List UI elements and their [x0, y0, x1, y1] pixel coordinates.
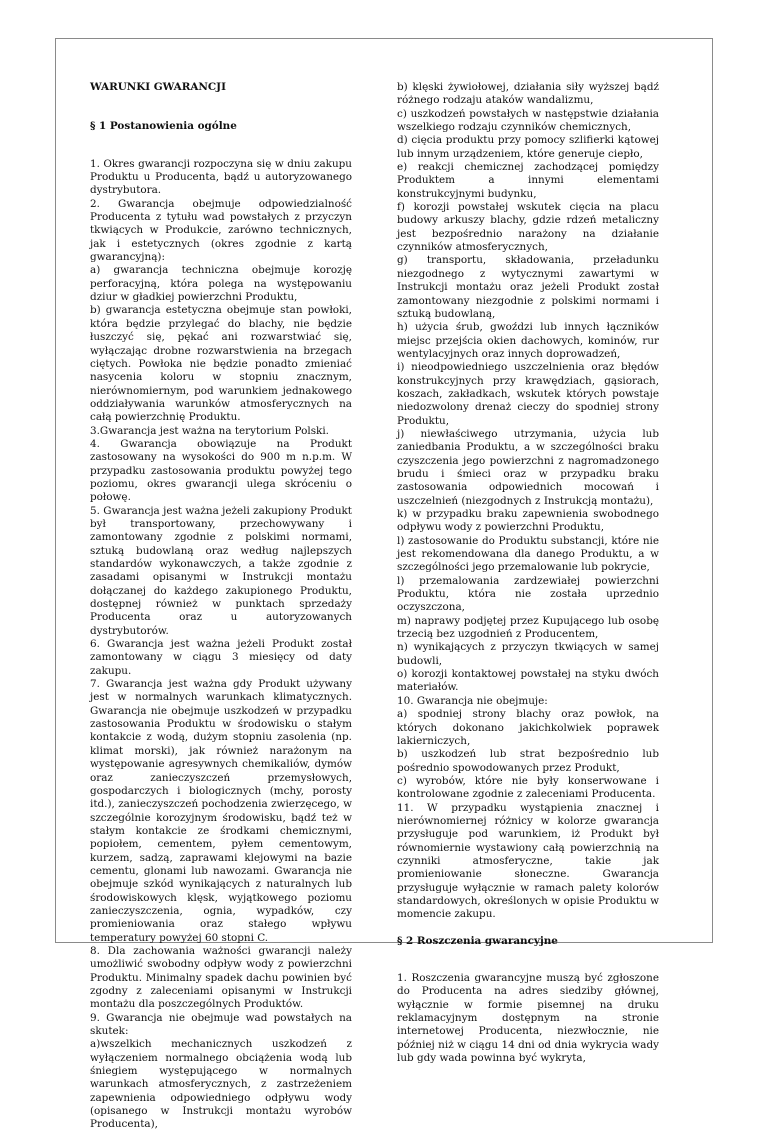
- left-column: [90, 81, 352, 1132]
- paragraph: l) zastosowanie do Produktu substancji, które nie jest rekomendowana dla danego Produktu, a w szczególności jego przemalowanie lub pokrycie,: [397, 534, 659, 574]
- section-heading: § 1 Postanowienia ogólne: [90, 120, 237, 133]
- paragraph: 6. Gwarancja jest ważna jeżeli Produkt został zamontowany w ciągu 3 miesięcy od daty zakupu.: [90, 638, 352, 677]
- paragraph: a)wszelkich mechanicznych uszkodzeń z wyłączeniem normalnego obciążenia wodą lub śniegiem występującego w normalnych warunkach atmosferycznych, z zastrzeżeniem zapewnienia odpowiedniego odpływu wody (opisanego w Instrukcji montażu wyrobów Producenta),: [90, 1038, 352, 1131]
- paragraph: f) korozji powstałej wskutek cięcia na placu budowy arkuszy blachy, gdzie rdzeń metaliczny jest bezpośrednio narażony na działanie czynników atmosferycznych,: [397, 201, 659, 254]
- paragraph: h) użycia śrub, gwoździ lub innych łączników miejsc przejścia okien dachowych, kominów, rur wentylacyjnych oraz innych doprowadzeń,: [397, 321, 659, 360]
- paragraph: l) przemalowania zardzewiałej powierzchni Produktu, która nie została uprzednio oczyszczona,: [397, 574, 659, 614]
- paragraph: 11. W przypadku wystąpienia znacznej i nierównomiernej różnicy w kolorze gwarancja przysługuje pod warunkiem, iż Produkt był równomiernie wystawiony całą powierzchnią na czynniki atmosferyczne, takie jak promieniowanie słoneczne. Gwarancja przysługuje wyłącznie w ramach palety kolorów standardowych, określonych w opisie Produktu w momencie zakupu.: [397, 801, 659, 921]
- paragraph: 10. Gwarancja nie obejmuje:: [397, 694, 548, 707]
- paragraph: j) niewłaściwego utrzymania, użycia lub zaniedbania Produktu, a w szczególności braku czyszczenia jego powierzchni z nagromadzonego brudu i śmieci oraz w przypadku braku zastosowania odpowiednich mocowań i uszczelnień (niezgodnych z Instrukcją montażu),: [397, 427, 659, 507]
- paragraph: 9. Gwarancja nie obejmuje wad powstałych na skutek:: [90, 1011, 352, 1038]
- paragraph: e) reakcji chemicznej zachodzącej pomiędzy Produktem a innymi elementami konstrukcyjnymi budynku,: [397, 161, 659, 200]
- paragraph: 1. Okres gwarancji rozpoczyna się w dniu zakupu Produktu u Producenta, bądź u autoryzowanego dystrybutora.: [90, 157, 352, 197]
- spacer: [397, 922, 659, 935]
- paragraph: a) spodniej strony blachy oraz powłok, na których dokonano jakichkolwiek poprawek lakierniczych,: [397, 708, 659, 747]
- paragraph: b) gwarancja estetyczna obejmuje stan powłoki, która będzie przylegać do blachy, nie będzie łuszczyć się, pękać ani rozwarstwiać się, wyłączając drobne rozwarstwienia na brzegach ciętych. Powłoka nie będzie ponadto zmieniać nasycenia koloru w stopniu znacznym, nierównomiernym, pod warunkiem jednakowego oddziaływania warunków atmosferycznych na całą powierzchnię Produktu.: [90, 304, 352, 424]
- document-page: [55, 38, 713, 1131]
- paragraph: g) transportu, składowania, przeładunku niezgodnego z wytycznymi zawartymi w Instrukcji montażu oraz jeżeli Produkt został zamontowany niezgodnie z polskimi normami i sztuką budowlaną,: [397, 254, 659, 320]
- paragraph: i) nieodpowiedniego uszczelnienia oraz błędów konstrukcyjnych przy krawędziach, gąsiorach, koszach, zakładkach, wskutek których powstaje niedozwolony drenaż cieczy do spodniej strony Produktu,: [397, 361, 659, 427]
- paragraph: 1. Roszczenia gwarancyjne muszą być zgłoszone do Producenta na adres siedziby głównej, wyłącznie w formie pisemnej na druku reklamacyjnym dostępnym na stronie internetowej Producenta, niezwłocznie, nie później niż w ciągu 14 dni od dnia wykrycia wady lub gdy wada powinna być wykryta,: [397, 972, 659, 1065]
- right-column: [397, 81, 659, 1065]
- paragraph: 3.Gwarancja jest ważna na terytorium Polski.: [90, 424, 329, 437]
- paragraph: 7. Gwarancja jest ważna gdy Produkt używany jest w normalnych warunkach klimatycznych. Gwarancja nie obejmuje uszkodzeń w przypadku zastosowania Produktu w środowisku o stałym kontakcie z wodą, dużym stopniu zasolenia (np. klimat morski), jak również narażonym na występowanie agresywnych chemikaliów, dymów oraz zanieczyszczeń przemysłowych, gospodarczych i biologicznych (mchy, porosty itd.), zanieczyszczeń pochodzenia zwierzęcego, w szczególnie korozyjnym środowisku, bądź też w stałym kontakcie ze środkami chemicznymi, popiołem, cementem, pyłem cementowym, kurzem, sadzą, zaprawami klejowymi na bazie cementu, glonami lub nawozami. Gwarancja nie obejmuje szkód wynikających z naturalnych lub środowiskowych klęsk, wyjątkowego poziomu zanieczyszczenia, ognia, wypadków, czy promieniowania oraz stałego wpływu temperatury powyżej 60 stopni C.: [90, 678, 352, 944]
- paragraph: k) w przypadku braku zapewnienia swobodnego odpływu wody z powierzchni Produktu,: [397, 508, 659, 534]
- section-heading: § 2 Roszczenia gwarancyjne: [397, 934, 558, 947]
- paragraph: d) cięcia produktu przy pomocy szlifierki kątowej lub innym urządzeniem, które generuje ciepło,: [397, 134, 659, 160]
- paragraph: c) uszkodzeń powstałych w następstwie działania wszelkiego rodzaju czynników chemicznych,: [397, 107, 659, 134]
- paragraph: 4. Gwarancja obowiązuje na Produkt zastosowany na wysokości do 900 m n.p.m. W przypadku zastosowania produktu powyżej tego poziomu, okres gwarancji ulega skróceniu o połowę.: [90, 437, 352, 504]
- paragraph: b) klęski żywiołowej, działania siły wyższej bądź różnego rodzaju ataków wandalizmu,: [397, 81, 659, 107]
- paragraph: a) gwarancja techniczna obejmuje korozję perforacyjną, która polega na występowaniu dziur w gładkiej powierzchni Produktu,: [90, 264, 352, 304]
- paragraph: n) wynikających z przyczyn tkwiących w samej budowli,: [397, 641, 659, 667]
- paragraph: b) uszkodzeń lub strat bezpośrednio lub pośrednio spowodowanych przez Produkt,: [397, 748, 659, 774]
- paragraph: c) wyrobów, które nie były konserwowane i kontrolowane zgodnie z zaleceniami Producenta.: [397, 774, 659, 801]
- document-title: WARUNKI GWARANCJI: [90, 81, 226, 93]
- paragraph: 2. Gwarancja obejmuje odpowiedzialność Producenta z tytułu wad powstałych z przyczyn tkwiących w Produkcie, zarówno technicznych, jak i estetycznych (okres zgodnie z kartą gwarancyjną):: [90, 197, 352, 264]
- paragraph: o) korozji kontaktowej powstałej na styku dwóch materiałów.: [397, 668, 659, 694]
- paragraph: 8. Dla zachowania ważności gwarancji należy umożliwić swobodny odpływ wody z powierzchni Produktu. Minimalny spadek dachu powinien być zgodny z zaleceniami opisanymi w Instrukcji montażu dla poszczególnych Produktów.: [90, 944, 352, 1011]
- paragraph: m) naprawy podjętej przez Kupującego lub osobę trzecią bez uzgodnień z Producentem,: [397, 614, 659, 641]
- paragraph: 5. Gwarancja jest ważna jeżeli zakupiony Produkt był transportowany, przechowywany i zamontowany zgodnie z polskimi normami, sztuką budowlaną oraz według najlepszych standardów wykonawczych, a także zgodnie z zasadami opisanymi w Instrukcji montażu dołączanej do każdego zakupionego Produktu, dostępnej również w punktach sprzedaży Producenta oraz u autoryzowanych dystrybutorów.: [90, 504, 352, 637]
